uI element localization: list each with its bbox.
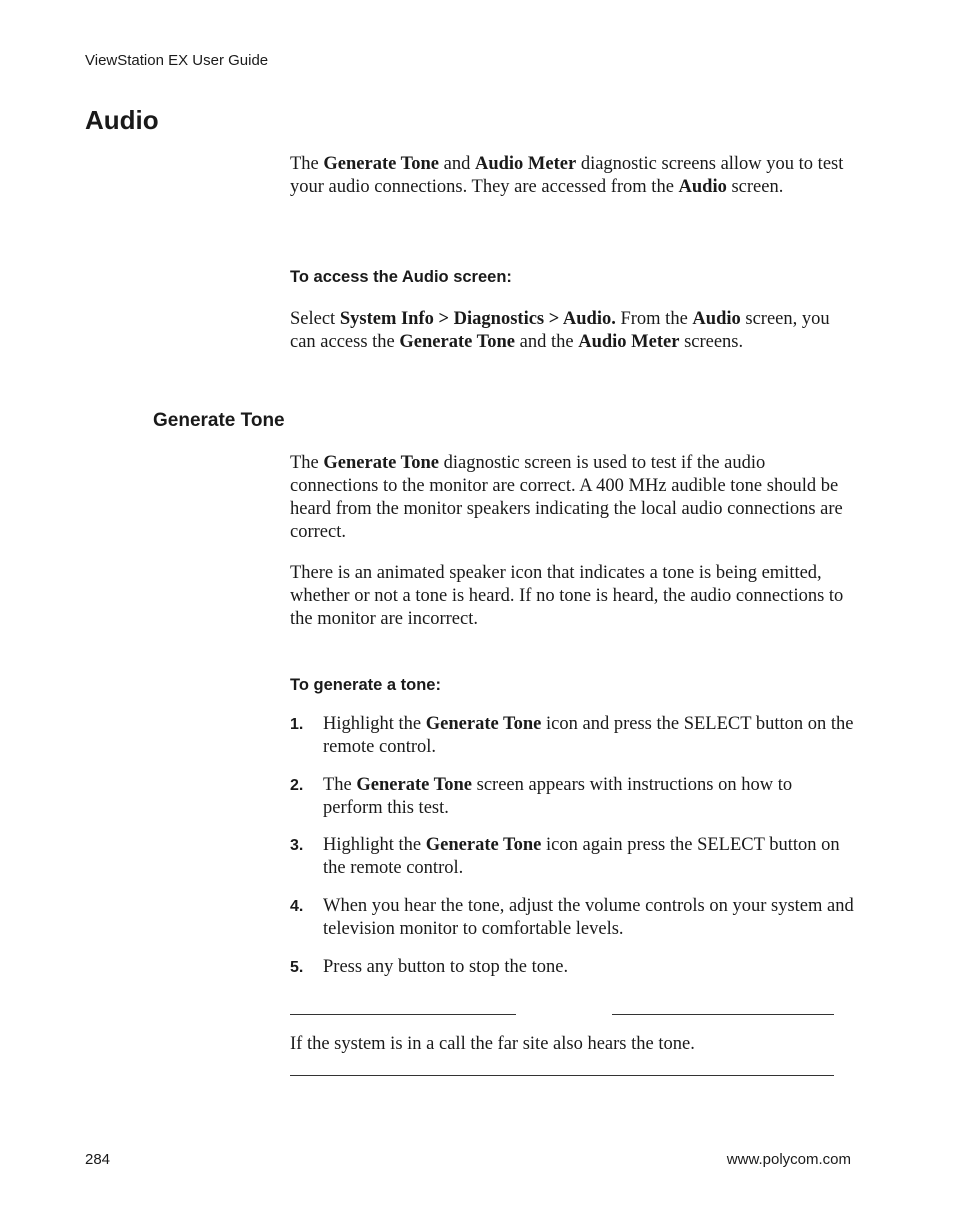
page-number: 284	[85, 1151, 111, 1168]
subsection-title: Generate Tone	[153, 410, 285, 431]
note-rule-top-right	[612, 1014, 834, 1015]
access-bold-2: Audio	[692, 309, 741, 329]
step-1-bold: Generate Tone	[425, 714, 542, 734]
generate-tone-description	[290, 452, 855, 544]
step-number: 1.	[290, 716, 304, 733]
running-header: ViewStation EX User Guide	[85, 52, 269, 69]
speaker-icon-paragraph: There is an animated speaker icon that indicates a tone is being emitted, whether or not a tone is heard. If no tone is heard, the audio connections to the monitor are incorrect.	[290, 563, 844, 629]
generate-procedure-heading: To generate a tone:	[290, 676, 441, 694]
desc1-text-1: The	[290, 453, 324, 473]
step-number: 4.	[290, 898, 304, 915]
step-1	[290, 713, 855, 759]
step-4	[290, 895, 855, 941]
step-1-text-1: Highlight the	[323, 714, 426, 734]
access-text-4: and the	[515, 332, 579, 352]
access-bold-3: Generate Tone	[399, 332, 516, 352]
note-text: If the system is in a call the far site also hears the tone.	[290, 1034, 695, 1054]
step-2-bold: Generate Tone	[356, 775, 473, 795]
step-text	[323, 774, 855, 820]
step-number: 2.	[290, 777, 304, 794]
footer-url: www.polycom.com	[726, 1151, 851, 1168]
note-rule-bottom	[290, 1075, 834, 1076]
intro-text-4: screen.	[726, 177, 784, 197]
intro-bold-2: Audio Meter	[474, 154, 577, 174]
step-3-text-2: icon again press the SELECT button on the remote control.	[323, 835, 840, 878]
access-bold-4: Audio Meter	[578, 332, 680, 352]
access-procedure-heading: To access the Audio screen:	[290, 268, 512, 286]
access-text-3: screen, you can access the	[290, 309, 830, 352]
step-text	[323, 713, 855, 759]
step-text	[323, 834, 855, 880]
access-paragraph	[290, 308, 855, 354]
step-number: 5.	[290, 959, 304, 976]
step-2-text-2: screen appears with instructions on how to perform this test.	[323, 775, 793, 818]
step-3-bold: Generate Tone	[425, 835, 542, 855]
section-title: Audio	[85, 105, 159, 135]
step-text: Press any button to stop the tone.	[323, 957, 569, 977]
access-text-5: screens.	[679, 332, 744, 352]
access-text-2: From the	[615, 309, 693, 329]
step-5	[290, 956, 855, 979]
intro-bold-1: Generate Tone	[323, 154, 440, 174]
access-bold-1: System Info > Diagnostics > Audio.	[339, 309, 616, 329]
desc1-bold-1: Generate Tone	[323, 453, 440, 473]
access-text-1: Select	[290, 309, 340, 329]
intro-text-2: and	[439, 154, 475, 174]
intro-text-1: The	[290, 154, 324, 174]
desc1-text-2: diagnostic screen is used to test if the audio connections to the monitor are correct. A 400 MHz audible tone should be heard from the monitor speakers indicating the local audio connections are correct.	[290, 453, 843, 542]
step-text: When you hear the tone, adjust the volume controls on your system and television monitor to comfortable levels.	[323, 896, 854, 939]
step-2-text-1: The	[323, 775, 357, 795]
step-3	[290, 834, 855, 880]
step-1-text-2: icon and press the SELECT button on the remote control.	[323, 714, 854, 757]
note-rule-top-left	[290, 1014, 516, 1015]
step-2	[290, 774, 855, 820]
intro-paragraph	[290, 153, 855, 199]
step-number: 3.	[290, 837, 304, 854]
intro-text-3: diagnostic screens allow you to test your audio connections. They are accessed from the	[290, 154, 844, 197]
intro-bold-3: Audio	[678, 177, 727, 197]
step-3-text-1: Highlight the	[323, 835, 426, 855]
